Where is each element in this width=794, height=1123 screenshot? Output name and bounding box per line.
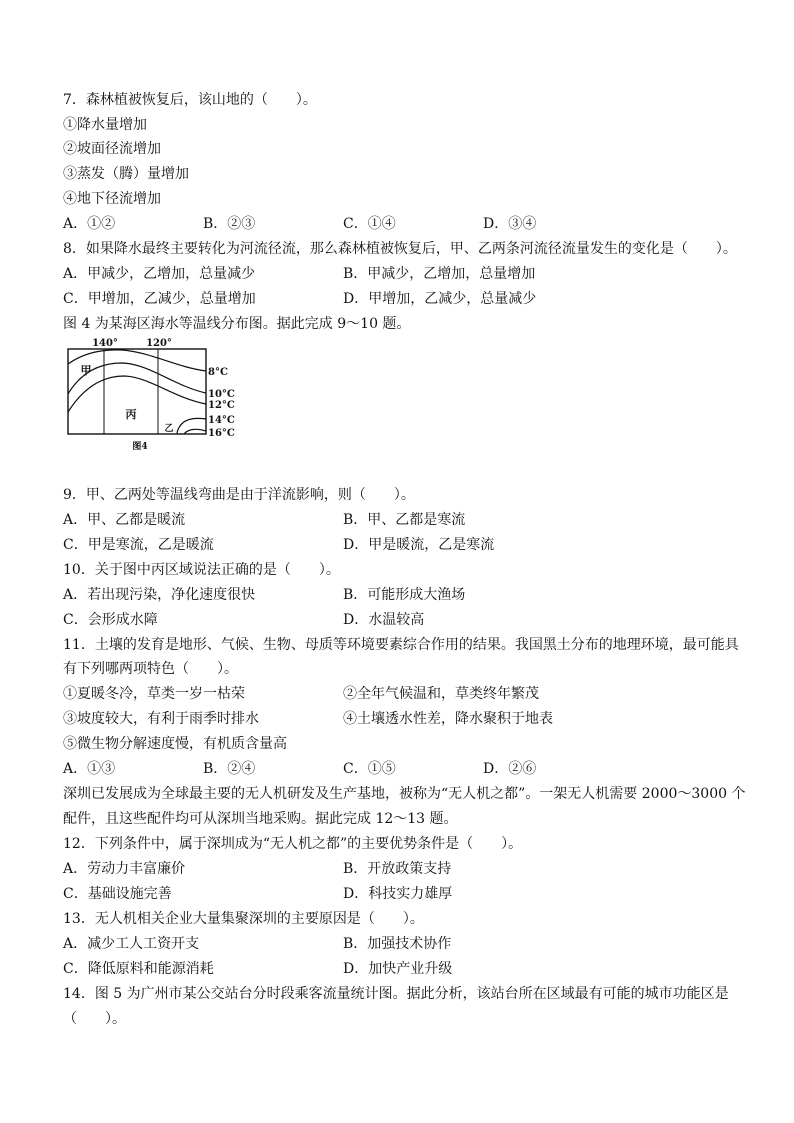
q13-option-a: A．减少工人工资开支 xyxy=(63,936,200,952)
q8-option-c: C．甲增加，乙减少，总量增加 xyxy=(63,291,256,307)
passage-12-13-line-2: 配件，且这些配件均可从深圳当地采购。据此完成 12～13 题。 xyxy=(63,811,458,827)
q11-option-b: B．②④ xyxy=(203,761,256,777)
q9-option-a: A．甲、乙都是暖流 xyxy=(63,512,186,528)
q8-option-d: D．甲增加，乙减少，总量减少 xyxy=(343,291,537,307)
q7-statement-1: ①降水量增加 xyxy=(63,117,147,133)
isotherm-14 xyxy=(177,418,206,434)
question-10-stem: 10．关于图中丙区域说法正确的是（ ）。 xyxy=(63,562,340,578)
q7-statement-4: ④地下径流增加 xyxy=(63,191,161,207)
q11-option-c: C．①⑤ xyxy=(343,761,396,777)
question-14-stem-line-1: 14．图 5 为广州市某公交站台分时段乘客流量统计图。据此分析，该站台所在区域最有可能的城市功能区是 xyxy=(63,986,729,1002)
isotherm-label-8: 8°C xyxy=(208,367,228,378)
q11-statement-5: ⑤微生物分解速度慢，有机质含量高 xyxy=(63,736,287,752)
q12-option-d: D．科技实力雄厚 xyxy=(343,886,453,902)
q9-option-d: D．甲是暖流，乙是寒流 xyxy=(343,537,495,553)
region-label-yi: 乙 xyxy=(164,424,174,434)
isotherm-label-16: 16°C xyxy=(208,428,235,439)
isotherm-12 xyxy=(68,376,206,412)
q12-option-c: C．基础设施完善 xyxy=(63,886,172,902)
q11-statement-1: ①夏暖冬冷，草类一岁一枯荣 xyxy=(63,686,245,702)
passage-12-13-line-1: 深圳已发展成为全球最主要的无人机研发及生产基地，被称为“无人机之都”。一架无人机需要 2000～3000 个 xyxy=(63,786,746,802)
q11-option-a: A．①③ xyxy=(63,761,116,777)
figure-4-intro: 图 4 为某海区海水等温线分布图。据此完成 9～10 题。 xyxy=(63,316,411,332)
q13-option-b: B．加强技术协作 xyxy=(343,936,452,952)
q13-option-d: D．加快产业升级 xyxy=(343,961,453,977)
question-11-stem-line-2: 有下列哪两项特色（ ）。 xyxy=(63,661,238,677)
q7-option-d: D．③④ xyxy=(483,216,537,232)
q11-statement-3: ③坡度较大，有利于雨季时排水 xyxy=(63,711,259,727)
q8-option-b: B．甲减少，乙增加，总量增加 xyxy=(343,266,536,282)
isotherm-16 xyxy=(184,429,206,434)
q7-statement-2: ②坡面径流增加 xyxy=(63,141,161,157)
question-11-stem-line-1: 11．土壤的发育是地形、气候、生物、母质等环境要素综合作用的结果。我国黑土分布的地理环境，最可能具 xyxy=(63,637,739,653)
question-8-stem: 8．如果降水最终主要转化为河流径流，那么森林植被恢复后，甲、乙两条河流径流量发生的变化是（ ）。 xyxy=(63,241,737,257)
longitude-label-120: 120° xyxy=(146,338,172,349)
region-label-jia: 甲 xyxy=(80,364,92,377)
q11-option-d: D．②⑥ xyxy=(483,761,537,777)
q12-option-a: A．劳动力丰富廉价 xyxy=(63,861,186,877)
q11-statement-4: ④土壤透水性差，降水聚积于地表 xyxy=(343,711,553,727)
q10-option-d: D．水温较高 xyxy=(343,612,425,628)
isotherm-label-10: 10°C xyxy=(208,389,235,400)
q7-option-a: A．①② xyxy=(63,216,116,232)
figure-4-isotherm-map xyxy=(60,334,240,454)
q9-option-b: B．甲、乙都是寒流 xyxy=(343,512,466,528)
q13-option-c: C．降低原料和能源消耗 xyxy=(63,961,214,977)
q7-option-b: B．②③ xyxy=(203,216,256,232)
longitude-label-140: 140° xyxy=(92,338,118,349)
q10-option-b: B．可能形成大渔场 xyxy=(343,587,466,603)
q9-option-c: C．甲是寒流，乙是暖流 xyxy=(63,537,214,553)
isotherm-label-12: 12°C xyxy=(208,400,235,411)
q7-statement-3: ③蒸发（腾）量增加 xyxy=(63,166,189,182)
q7-option-c: C．①④ xyxy=(343,216,396,232)
q11-statement-2: ②全年气候温和，草类终年繁茂 xyxy=(343,686,539,702)
question-12-stem: 12．下列条件中，属于深圳成为“无人机之都”的主要优势条件是（ ）。 xyxy=(63,836,523,852)
q8-option-a: A．甲减少，乙增加，总量减少 xyxy=(63,266,256,282)
q10-option-a: A．若出现污染，净化速度很快 xyxy=(63,587,256,603)
question-14-stem-line-2: （ ）。 xyxy=(63,1011,126,1027)
q10-option-c: C．会形成水障 xyxy=(63,612,158,628)
question-7-stem: 7．森林植被恢复后，该山地的（ ）。 xyxy=(63,92,317,108)
question-9-stem: 9．甲、乙两处等温线弯曲是由于洋流影响，则（ ）。 xyxy=(63,487,415,503)
question-13-stem: 13．无人机相关企业大量集聚深圳的主要原因是（ ）。 xyxy=(63,911,424,927)
q12-option-b: B．开放政策支持 xyxy=(343,861,452,877)
region-label-bing: 丙 xyxy=(125,408,137,421)
figure-4-caption: 图4 xyxy=(132,442,148,452)
isotherm-label-14: 14°C xyxy=(208,415,235,426)
